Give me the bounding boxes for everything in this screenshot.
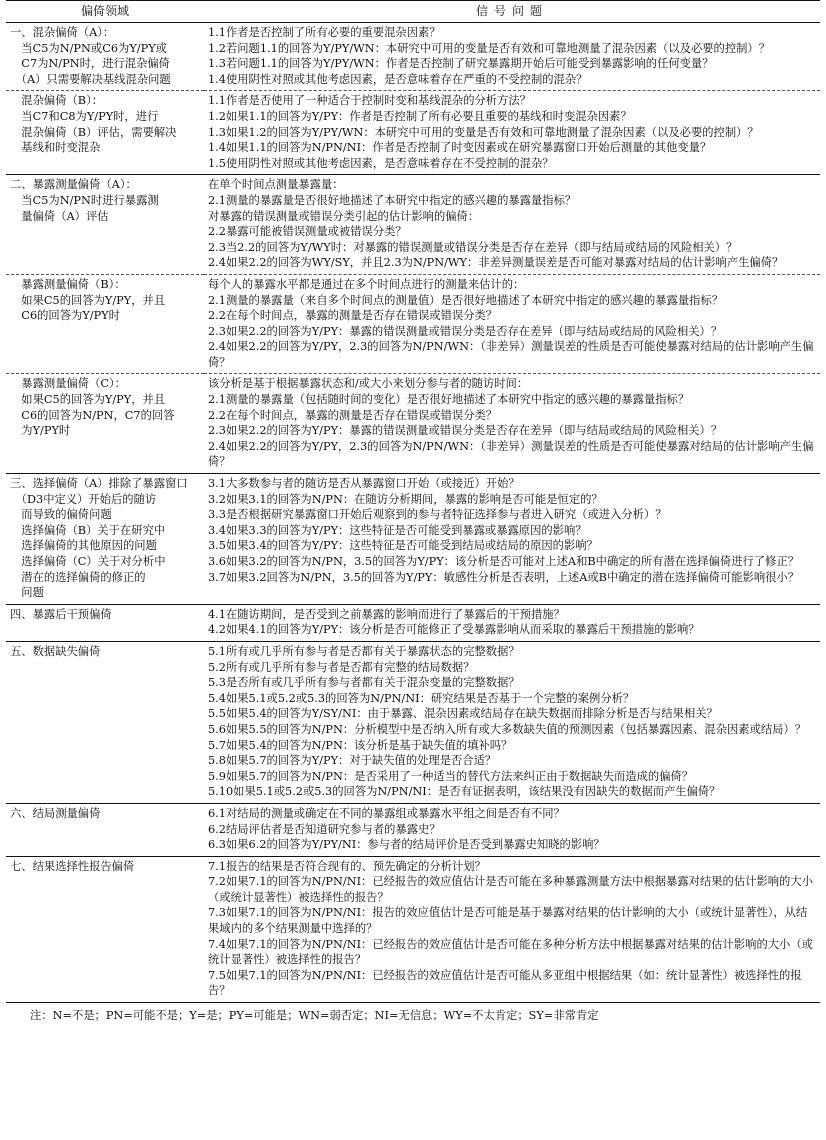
signal-questions-cell: [204, 175, 820, 275]
bias-domain-line: 混杂偏倚（B）：: [10, 94, 104, 108]
signal-questions-cell: [204, 474, 820, 605]
signal-question: 6.2结局评估者是否知道研究参与者的暴露史？: [208, 822, 441, 836]
bias-domain-cell: [6, 23, 204, 91]
bias-signal-questions-table: [6, 0, 820, 1003]
bias-assessment-table-page: [6, 0, 820, 1024]
signal-question: 3.3是否根据研究暴露窗口开始后观察到的参与者特征选择参与者进入研究（或进入分析）？: [208, 508, 667, 522]
bias-domain-cell: [6, 274, 204, 374]
bias-domain-line: 选择偏倚的其他原因的问题: [10, 539, 157, 553]
bias-domain-cell: [6, 374, 204, 474]
signal-question: 2.1测量的暴露量（来自多个时间点的测量值）是否很好地描述了本研究中指定的感兴趣的暴露量指标？: [208, 293, 724, 307]
bias-domain-line: 六、结局测量偏倚: [10, 806, 101, 820]
table-row: [6, 604, 820, 641]
table-row: [6, 91, 820, 175]
bias-domain-cell: [6, 91, 204, 175]
signal-question: 5.10如果5.1或5.2或5.3的回答为N/PN/NI：是否有证据表明，该结果没有因缺失的数据而产生偏倚？: [208, 785, 721, 799]
signal-question: 5.1所有或几乎所有参与者是否都有关于暴露状态的完整数据？: [208, 644, 520, 658]
signal-question: 1.2若问题1.1的回答为Y/PY/WN：本研究中可用的变量是否有效和可靠地测量了混杂因素（以及必要的控制）？: [208, 41, 771, 55]
signal-questions-cell: [204, 274, 820, 374]
signal-questions-cell: [204, 91, 820, 175]
signal-question: 5.9如果5.7的回答为N/PN：是否采用了一种适当的替代方法来纠正由于数据缺失而造成的偏倚？: [208, 769, 694, 783]
signal-question: 7.4如果7.1的回答为N/PN/NI：已经报告的效应值估计是否可能在多种分析方法中根据暴露对结果的估计影响的大小（或统计显著性）被选择性的报告？: [208, 937, 813, 967]
signal-questions-cell: [204, 641, 820, 803]
table-row: [6, 856, 820, 1002]
signal-questions-cell: [204, 374, 820, 474]
bias-domain-cell: [6, 474, 204, 605]
signal-questions-cell: [204, 856, 820, 1002]
bias-domain-line: 混杂偏倚（B）评估，需要解决: [10, 125, 177, 139]
table-row: [6, 175, 820, 275]
header-bias-domain: 偏倚领域: [6, 1, 204, 23]
signal-question: 1.3如果1.2的回答为Y/PY/WN：本研究中可用的变量是否有效和可靠地测量了混杂因素（以及必要的控制）？: [208, 125, 759, 139]
signal-question: 7.2如果7.1的回答为N/PN/NI：已经报告的效应值估计是否可能在多种暴露测量方法中根据暴露对结果的估计影响的大小（或统计显著性）被选择性的报告？: [208, 875, 813, 904]
bias-domain-line: 基线和时变混杂: [10, 141, 101, 155]
bias-domain-line: 五、数据缺失偏倚: [10, 644, 101, 658]
table-row: [6, 803, 820, 856]
signal-question: 6.3如果6.2的回答为Y/PY/NI：参与者的结局评价是否受到暴露史知晓的影响？: [208, 838, 605, 852]
signal-questions-cell: [204, 604, 820, 641]
bias-domain-cell: [6, 604, 204, 641]
bias-domain-cell: [6, 641, 204, 803]
signal-question: 该分析是基于根据暴露状态和/或大小来划分参与者的随访时间：: [208, 377, 529, 391]
table-body: [6, 23, 820, 1003]
signal-question: 5.3是否所有或几乎所有参与者都有关于混杂变量的完整数据？: [208, 676, 520, 690]
signal-question: 1.1作者是否使用了一种适合于控制时变和基线混杂的分析方法？: [208, 94, 531, 108]
signal-question: 1.1作者是否控制了所有必要的重要混杂因素？: [208, 26, 441, 39]
bias-domain-line: 当C5为N/PN或C6为Y/PY或: [10, 41, 167, 55]
table-row: [6, 474, 820, 605]
bias-domain-line: 如果C5的回答为Y/PY，并且: [10, 293, 166, 307]
bias-domain-line: 而导致的偏倚问题: [10, 508, 112, 522]
bias-domain-cell: [6, 803, 204, 856]
bias-domain-cell: [6, 856, 204, 1002]
signal-question: 2.4如果2.2的回答为Y/PY，2.3的回答为N/PN/WN：（非差异）测量误差的性质是否可能使暴露对结局的估计影响产生偏倚？: [208, 439, 814, 469]
bias-domain-line: 量偏倚（A）评估: [10, 209, 109, 223]
bias-domain-line: 七、结果选择性报告偏倚: [10, 859, 135, 873]
signal-question: 7.1报告的结果是否符合现有的、预先确定的分析计划？: [208, 859, 486, 873]
bias-domain-line: 选择偏倚（B）关于在研究中: [10, 523, 166, 537]
signal-question: 2.2暴露可能被错误测量或被错误分类？: [208, 225, 407, 239]
signal-question: 7.3如果7.1的回答为N/PN/NI：报告的效应值估计是否可能是基于暴露对结果的估计影响的大小（或统计显著性），从结果域内的多个结果测量中选择的？: [208, 906, 808, 936]
signal-question: 3.5如果3.4的回答为Y/PY：这些特征是否可能受到结局或结局的原因的影响？: [208, 539, 598, 553]
signal-question: 3.2如果3.1的回答为N/PN：在随访分析期间，暴露的影响是否可能是恒定的？: [208, 492, 603, 506]
signal-question: 2.1测量的暴露量（包括随时间的变化）是否很好地描述了本研究中指定的感兴趣的暴露量指标？: [208, 393, 690, 407]
table-row: [6, 274, 820, 374]
signal-question: 7.5如果7.1的回答为N/PN/NI：已经报告的效应值估计是否可能从多亚组中根据结果（如：统计显著性）被选择性的报告？: [208, 968, 802, 998]
bias-domain-line: 一、混杂偏倚（A）：: [10, 26, 115, 39]
signal-question: 在单个时间点测量暴露量：: [208, 178, 344, 192]
signal-question: 5.4如果5.1或5.2或5.3的回答为N/PN/NI：研究结果是否基于一个完整的案例分析？: [208, 691, 635, 705]
table-row: [6, 23, 820, 91]
bias-domain-line: 潜在的选择偏倚的修正的: [10, 570, 146, 584]
signal-question: 3.4如果3.3的回答为Y/PY：这些特征是否可能受到暴露或暴露原因的影响？: [208, 523, 587, 537]
signal-question: 2.4如果2.2的回答为WY/SY，并且2.3为N/PN/WY：非差异测量误差是否可能对暴露对结局的估计影响产生偏倚？: [208, 256, 784, 270]
signal-question: 3.7如果3.2回答为N/PN，3.5的回答为Y/PY：敏感性分析是否表明，上述A或B中确定的潜在选择偏倚可能影响很小？: [208, 570, 800, 584]
signal-question: 4.1在随访期间，是否受到之前暴露的影响而进行了暴露后的干预措施？: [208, 607, 565, 621]
bias-domain-line: C6的回答为N/PN，C7的回答: [10, 408, 175, 422]
signal-question: 每个人的暴露水平都是通过在多个时间点进行的测量来估计的：: [208, 277, 525, 291]
table-row: [6, 374, 820, 474]
signal-question: 3.6如果3.2的回答为N/PN，3.5的回答为Y/PY：该分析是否可能对上述A和B中确定的所有潜在选择偏倚进行了修正？: [208, 555, 800, 568]
signal-question: 1.4如果1.1的回答为N/PN/NI：作者是否控制了时变因素或在研究暴露窗口开始后测量的其他变量？: [208, 141, 712, 155]
signal-question: 5.2所有或几乎所有参与者是否都有完整的结局数据？: [208, 660, 475, 674]
bias-domain-line: （D3中定义）开始后的随访: [10, 492, 157, 506]
signal-question: 1.2如果1.1的回答为Y/PY：作者是否控制了所有必要且重要的基线和时变混杂因素？: [208, 109, 632, 123]
signal-question: 3.1大多数参与者的随访是否从暴露窗口开始（或接近）开始？: [208, 477, 520, 491]
bias-domain-line: 暴露测量偏倚（C）：: [10, 377, 126, 391]
signal-question: 1.5使用阴性对照或其他考虑因素，是否意味着存在不受控制的混杂？: [208, 156, 554, 170]
bias-domain-line: 当C5为N/PN时进行暴露测: [10, 193, 159, 207]
signal-question: 5.8如果5.7的回答为Y/PY：对于缺失值的处理是否合适？: [208, 754, 497, 768]
signal-question: 6.1对结局的测量或确定在不同的暴露组或暴露水平组之间是否有不同？: [208, 806, 565, 820]
signal-question: 1.4使用阴性对照或其他考虑因素，是否意味着存在严重的不受控制的混杂？: [208, 72, 588, 86]
bias-domain-line: 如果C5的回答为Y/PY，并且: [10, 393, 166, 407]
table-header-row: [6, 1, 820, 23]
signal-question: 2.4如果2.2的回答为Y/PY，2.3的回答为N/PN/WN：（非差异）测量误差的性质是否可能使暴露对结局的估计影响产生偏倚？: [208, 340, 814, 369]
bias-domain-line: 当C7和C8为Y/PY时，进行: [10, 109, 159, 123]
bias-domain-line: （A）只需要解决基线混杂问题: [10, 72, 171, 86]
table-row: [6, 641, 820, 803]
bias-domain-cell: [6, 175, 204, 275]
signal-question: 2.2在每个时间点，暴露的测量是否存在错误或错误分类？: [208, 408, 498, 422]
signal-question: 2.3如果2.2的回答为Y/PY：暴露的错误测量或错误分类是否存在差异（即与结局或结局的风险相关）？: [208, 324, 723, 338]
bias-domain-line: 二、暴露测量偏倚（A）：: [10, 178, 137, 192]
signal-question: 2.3如果2.2的回答为Y/PY：暴露的错误测量或错误分类是否存在差异（即与结局或结局的风险相关）？: [208, 424, 723, 438]
bias-domain-line: 三、选择偏倚（A）排除了暴露窗口: [10, 477, 188, 491]
bias-domain-line: C6的回答为Y/PY时: [10, 309, 120, 323]
signal-question: 5.7如果5.4的回答为N/PN：该分析是基于缺失值的填补吗？: [208, 738, 513, 752]
signal-question: 4.2如果4.1的回答为Y/PY：该分析是否可能修正了受暴露影响从而采取的暴露后干预措施的影响？: [208, 623, 700, 637]
header-signal-questions: 信号问题: [204, 1, 820, 23]
signal-question: 5.5如果5.4的回答为Y/SY/NI：由于暴露、混杂因素或结局存在缺失数据而排除分析是否与结果相关？: [208, 707, 718, 721]
bias-domain-line: 选择偏倚（C）关于对分析中: [10, 555, 166, 568]
signal-question: 1.3若问题1.1的回答为Y/PY/WN：作者是否控制了研究暴露期开始后可能受到暴露影响的任何变量？: [208, 57, 714, 71]
signal-question: 对暴露的错误测量或错误分类引起的估计影响的偏倚：: [208, 209, 480, 223]
bias-domain-line: 暴露测量偏倚（B）：: [10, 277, 126, 291]
bias-domain-line: 为Y/PY时: [10, 424, 71, 438]
signal-question: 5.6如果5.5的回答为N/PN：分析模型中是否纳入所有或大多数缺失值的预测因素（包括暴露因素、混杂因素或结局）？: [208, 722, 807, 736]
abbreviation-note: 注：N=不是；PN=可能不是；Y=是；PY=可能是；WN=弱否定；NI=无信息；WY=不太肯定；SY=非常肯定: [30, 1009, 599, 1023]
signal-questions-cell: [204, 803, 820, 856]
bias-domain-line: 问题: [10, 586, 44, 600]
signal-question: 2.2在每个时间点，暴露的测量是否存在错误或错误分类？: [208, 309, 498, 323]
signal-question: 2.3当2.2的回答为Y/WY时：对暴露的错误测量或错误分类是否存在差异（即与结局或结局的风险相关）？: [208, 240, 738, 254]
bias-domain-line: 四、暴露后干预偏倚: [10, 607, 112, 621]
signal-question: 2.1测量的暴露量是否很好地描述了本研究中指定的感兴趣的暴露量指标？: [208, 193, 577, 207]
bias-domain-line: C7为N/PN时，进行混杂偏倚: [10, 57, 170, 71]
signal-questions-cell: [204, 23, 820, 91]
